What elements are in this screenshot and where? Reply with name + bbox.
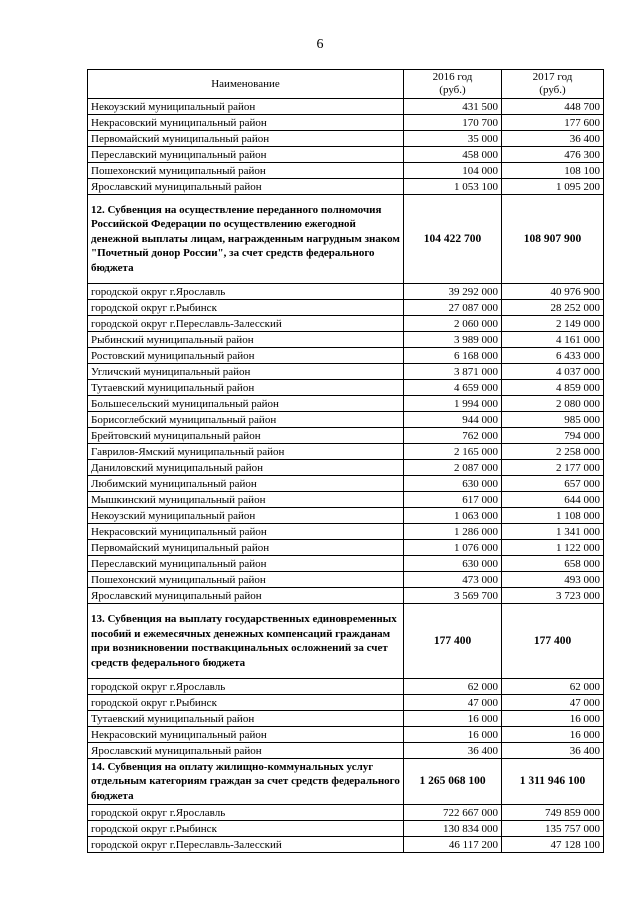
row-value-2016: 2 060 000 (404, 316, 502, 332)
row-value-2016: 1 053 100 (404, 179, 502, 195)
table-row (88, 743, 604, 759)
row-value-2017: 2 149 000 (502, 316, 604, 332)
header-2017-unit: (руб.) (539, 84, 566, 96)
table-row (88, 460, 604, 476)
row-value-2016: 630 000 (404, 556, 502, 572)
row-value-2017: 2 080 000 (502, 396, 604, 412)
row-value-2017: 62 000 (502, 679, 604, 695)
section-title: 12. Субвенция на осуществление переданного полномочия Российской Федерации по осуществлению ежегодной денежной выплаты лицам, награжденным нагрудным знаком "Почетный донор России", за счет средств федерального бюджета (88, 195, 404, 284)
row-value-2017: 135 757 000 (502, 821, 604, 837)
row-value-2016: 130 834 000 (404, 821, 502, 837)
row-value-2017: 4 161 000 (502, 332, 604, 348)
row-value-2017: 448 700 (502, 99, 604, 115)
table-row (88, 412, 604, 428)
row-value-2016: 47 000 (404, 695, 502, 711)
table-row (88, 540, 604, 556)
row-value-2016: 431 500 (404, 99, 502, 115)
row-value-2016: 39 292 000 (404, 284, 502, 300)
row-name: городской округ г.Ярославль (88, 284, 404, 300)
row-value-2017: 2 258 000 (502, 444, 604, 460)
row-name: Гаврилов-Ямский муниципальный район (88, 444, 404, 460)
row-name: Некрасовский муниципальный район (88, 524, 404, 540)
row-name: Ростовский муниципальный район (88, 348, 404, 364)
table-row (88, 332, 604, 348)
row-value-2017: 108 100 (502, 163, 604, 179)
row-name: Даниловский муниципальный район (88, 460, 404, 476)
row-name: Переславский муниципальный район (88, 556, 404, 572)
row-value-2016: 944 000 (404, 412, 502, 428)
budget-table (87, 69, 604, 853)
table-row (88, 300, 604, 316)
section-total-2016: 177 400 (404, 604, 502, 679)
row-value-2017: 493 000 (502, 572, 604, 588)
table-row (88, 679, 604, 695)
row-value-2017: 1 095 200 (502, 179, 604, 195)
row-value-2016: 1 994 000 (404, 396, 502, 412)
row-value-2017: 794 000 (502, 428, 604, 444)
row-name: Угличский муниципальный район (88, 364, 404, 380)
row-value-2016: 6 168 000 (404, 348, 502, 364)
row-value-2016: 3 569 700 (404, 588, 502, 604)
header-2016 (404, 70, 502, 99)
table-row (88, 99, 604, 115)
row-value-2016: 2 165 000 (404, 444, 502, 460)
row-value-2017: 36 400 (502, 743, 604, 759)
row-value-2016: 35 000 (404, 131, 502, 147)
row-value-2016: 722 667 000 (404, 805, 502, 821)
header-2017 (502, 70, 604, 99)
row-value-2017: 47 000 (502, 695, 604, 711)
row-name: Некрасовский муниципальный район (88, 115, 404, 131)
row-name: городской округ г.Рыбинск (88, 300, 404, 316)
row-value-2017: 985 000 (502, 412, 604, 428)
section-row (88, 604, 604, 679)
table-row (88, 396, 604, 412)
row-name: Некрасовский муниципальный район (88, 727, 404, 743)
header-2016-unit: (руб.) (439, 84, 466, 96)
section-title: 13. Субвенция на выплату государственных единовременных пособий и ежемесячных денежных компенсаций гражданам при возникновении поствакцинальных осложнений за счет средств федерального бюджета (88, 604, 404, 679)
row-value-2017: 4 859 000 (502, 380, 604, 396)
row-value-2016: 16 000 (404, 727, 502, 743)
row-value-2017: 2 177 000 (502, 460, 604, 476)
row-name: городской округ г.Переславль-Залесский (88, 837, 404, 853)
table-row (88, 837, 604, 853)
table-row (88, 821, 604, 837)
table-row (88, 444, 604, 460)
table-row (88, 380, 604, 396)
row-value-2017: 644 000 (502, 492, 604, 508)
section-row (88, 759, 604, 805)
section-title: 14. Субвенция на оплату жилищно-коммунальных услуг отдельным категориям граждан за счет средств федерального бюджета (88, 759, 404, 805)
row-value-2016: 16 000 (404, 711, 502, 727)
header-2016-year: 2016 год (432, 71, 473, 83)
row-value-2017: 16 000 (502, 727, 604, 743)
row-name: Любимский муниципальный район (88, 476, 404, 492)
section-total-2017: 108 907 900 (502, 195, 604, 284)
table-row (88, 727, 604, 743)
row-name: Первомайский муниципальный район (88, 540, 404, 556)
table-row (88, 572, 604, 588)
row-value-2016: 473 000 (404, 572, 502, 588)
row-value-2016: 170 700 (404, 115, 502, 131)
table-row (88, 695, 604, 711)
row-name: Пошехонский муниципальный район (88, 163, 404, 179)
row-value-2017: 40 976 900 (502, 284, 604, 300)
table-row (88, 711, 604, 727)
row-value-2016: 46 117 200 (404, 837, 502, 853)
table-row (88, 163, 604, 179)
row-value-2016: 4 659 000 (404, 380, 502, 396)
row-name: Борисоглебский муниципальный район (88, 412, 404, 428)
section-total-2017: 177 400 (502, 604, 604, 679)
table-row (88, 284, 604, 300)
row-name: городской округ г.Ярославль (88, 805, 404, 821)
row-value-2016: 3 871 000 (404, 364, 502, 380)
row-value-2017: 6 433 000 (502, 348, 604, 364)
row-value-2017: 47 128 100 (502, 837, 604, 853)
row-value-2017: 476 300 (502, 147, 604, 163)
row-value-2016: 2 087 000 (404, 460, 502, 476)
table-header-row (88, 70, 604, 99)
row-name: Первомайский муниципальный район (88, 131, 404, 147)
section-total-2016: 1 265 068 100 (404, 759, 502, 805)
row-name: Тутаевский муниципальный район (88, 711, 404, 727)
row-value-2016: 762 000 (404, 428, 502, 444)
row-value-2017: 1 122 000 (502, 540, 604, 556)
row-value-2017: 657 000 (502, 476, 604, 492)
table-row (88, 115, 604, 131)
row-name: Брейтовский муниципальный район (88, 428, 404, 444)
table-row (88, 316, 604, 332)
row-value-2017: 3 723 000 (502, 588, 604, 604)
section-row (88, 195, 604, 284)
row-value-2017: 658 000 (502, 556, 604, 572)
table-row (88, 364, 604, 380)
row-value-2016: 3 989 000 (404, 332, 502, 348)
table-row (88, 131, 604, 147)
table-row (88, 348, 604, 364)
row-name: Переславский муниципальный район (88, 147, 404, 163)
row-value-2016: 104 000 (404, 163, 502, 179)
row-name: Ярославский муниципальный район (88, 179, 404, 195)
table-row (88, 805, 604, 821)
row-name: Большесельский муниципальный район (88, 396, 404, 412)
row-name: Тутаевский муниципальный район (88, 380, 404, 396)
table-row (88, 147, 604, 163)
table-row (88, 508, 604, 524)
row-value-2016: 1 063 000 (404, 508, 502, 524)
row-name: Некоузский муниципальный район (88, 508, 404, 524)
row-name: городской округ г.Рыбинск (88, 695, 404, 711)
row-name: Некоузский муниципальный район (88, 99, 404, 115)
row-name: Ярославский муниципальный район (88, 743, 404, 759)
row-name: Ярославский муниципальный район (88, 588, 404, 604)
row-value-2017: 1 108 000 (502, 508, 604, 524)
table-row (88, 588, 604, 604)
row-value-2017: 16 000 (502, 711, 604, 727)
table-row (88, 524, 604, 540)
row-value-2016: 630 000 (404, 476, 502, 492)
row-value-2017: 1 341 000 (502, 524, 604, 540)
row-name: Мышкинский муниципальный район (88, 492, 404, 508)
row-name: Пошехонский муниципальный район (88, 572, 404, 588)
table-row (88, 492, 604, 508)
table-row (88, 556, 604, 572)
table-body (88, 99, 604, 853)
row-value-2016: 1 286 000 (404, 524, 502, 540)
row-name: городской округ г.Ярославль (88, 679, 404, 695)
row-name: Рыбинский муниципальный район (88, 332, 404, 348)
row-name: городской округ г.Рыбинск (88, 821, 404, 837)
table-row (88, 428, 604, 444)
row-value-2017: 36 400 (502, 131, 604, 147)
section-total-2017: 1 311 946 100 (502, 759, 604, 805)
section-total-2016: 104 422 700 (404, 195, 502, 284)
row-value-2016: 617 000 (404, 492, 502, 508)
row-value-2017: 177 600 (502, 115, 604, 131)
table-row (88, 476, 604, 492)
header-2017-year: 2017 год (532, 71, 573, 83)
header-name: Наименование (88, 70, 404, 99)
row-value-2016: 458 000 (404, 147, 502, 163)
row-value-2016: 27 087 000 (404, 300, 502, 316)
page-number: 6 (316, 37, 324, 52)
row-value-2016: 1 076 000 (404, 540, 502, 556)
row-value-2017: 749 859 000 (502, 805, 604, 821)
row-value-2016: 36 400 (404, 743, 502, 759)
row-value-2016: 62 000 (404, 679, 502, 695)
table-row (88, 179, 604, 195)
row-name: городской округ г.Переславль-Залесский (88, 316, 404, 332)
row-value-2017: 28 252 000 (502, 300, 604, 316)
row-value-2017: 4 037 000 (502, 364, 604, 380)
